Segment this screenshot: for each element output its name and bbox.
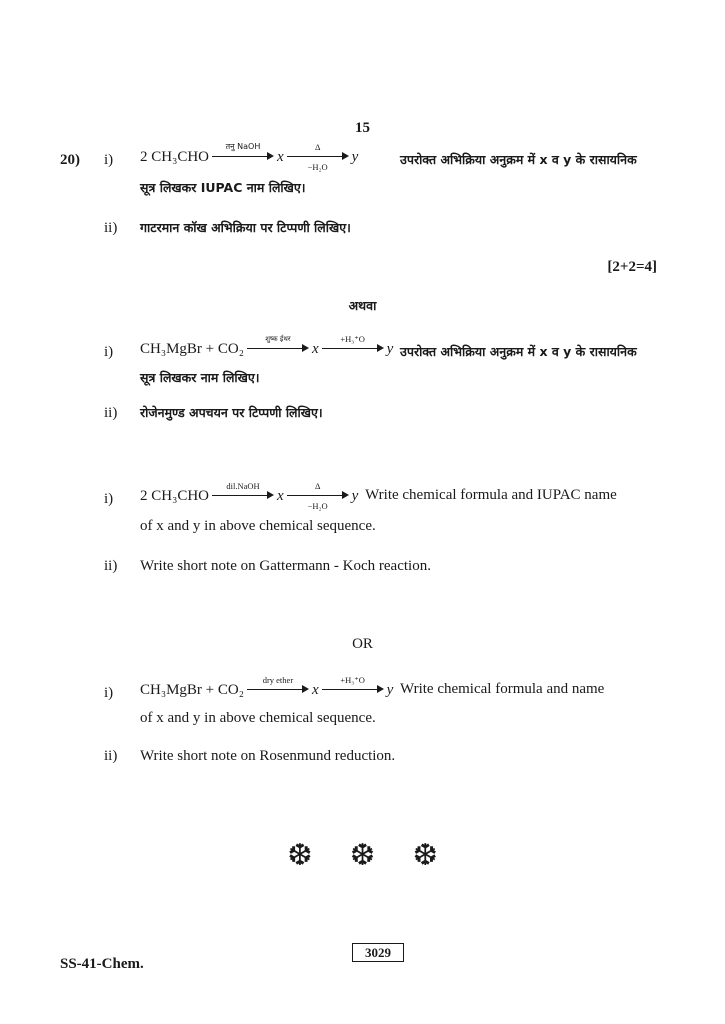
hindi-q3-reaction [140, 334, 393, 364]
end-marks [0, 838, 725, 873]
reactant: CH₃MgBr + CO₂ [140, 341, 244, 357]
product-y: y [386, 682, 394, 698]
product-y: y [351, 488, 359, 504]
arrow-condition: Δ [314, 142, 321, 152]
question-number: 20) [60, 152, 80, 168]
or-english: OR [352, 636, 373, 652]
english-q2-label: ii) [104, 558, 118, 574]
page-number: 15 [355, 120, 370, 136]
english-q4-label: ii) [104, 748, 118, 764]
product-y: y [351, 149, 359, 165]
reaction-arrow [212, 142, 274, 172]
hindi-q2-text: गाटरमान कॉख अभिक्रिया पर टिप्पणी लिखिए। [140, 220, 351, 235]
or-hindi: अथवा [348, 298, 377, 313]
product-x: x [311, 341, 319, 357]
english-q1-reaction [140, 481, 617, 511]
reaction-arrow [247, 675, 309, 705]
reaction-arrow [287, 481, 349, 511]
arrow-condition: dry ether [262, 675, 294, 685]
hindi-q1-reaction [140, 142, 358, 172]
product-x: x [311, 682, 319, 698]
arrow-condition: +H₃⁺O [340, 675, 365, 685]
hindi-q3-label: i) [104, 344, 114, 360]
product-x: x [277, 149, 284, 165]
reaction-arrow [322, 675, 384, 705]
hindi-q2-label: ii) [104, 220, 118, 236]
english-q1-text-line2: of x and y in above chemical sequence. [140, 518, 376, 534]
reactant: 2 CH₃CHO [140, 488, 209, 504]
arrow-condition: तनु NaOH [225, 142, 261, 151]
snowflake-icon: ❆ [412, 838, 438, 873]
footer-code: SS-41-Chem. [60, 956, 144, 972]
english-q3-text-line1: Write chemical formula and name [400, 681, 605, 698]
reaction-arrow [322, 334, 384, 364]
english-q4-text: Write short note on Rosenmund reduction. [140, 748, 396, 764]
english-q1-text-line1: Write chemical formula and IUPAC name [365, 487, 617, 504]
english-q1-label: i) [104, 491, 114, 507]
arrow-condition-below: −H₂O [307, 162, 328, 172]
english-q2-text: Write short note on Gattermann - Koch reaction. [140, 558, 431, 574]
arrow-condition: +H₃⁺O [340, 334, 365, 344]
snowflake-icon: ❆ [349, 838, 376, 873]
arrow-condition: Δ [314, 481, 321, 491]
arrow-condition: शुष्क ईथर [265, 335, 291, 343]
arrow-condition: dil.NaOH [226, 481, 260, 491]
arrow-condition-below: −H₂O [307, 501, 328, 511]
reactant: 2 CH₃CHO [140, 149, 209, 165]
hindi-q4-label: ii) [104, 405, 118, 421]
snowflake-icon: ❆ [287, 838, 313, 873]
hindi-q4-text: रोजेनमुण्ड अपचयन पर टिप्पणी लिखिए। [140, 405, 323, 420]
reaction-arrow [287, 142, 349, 172]
reaction-arrow [247, 334, 309, 364]
hindi-q1-label: i) [104, 152, 114, 168]
english-q3-label: i) [104, 685, 114, 701]
english-q3-reaction [140, 675, 604, 705]
hindi-q1-text-line2: सूत्र लिखकर IUPAC नाम लिखिए। [140, 180, 306, 195]
reactant: CH₃MgBr + CO₂ [140, 682, 244, 698]
english-q3-text-line2: of x and y in above chemical sequence. [140, 710, 376, 726]
footer-box-number: 3029 [352, 943, 404, 962]
marks: [2+2=4] [607, 259, 657, 275]
product-x: x [277, 488, 284, 504]
reaction-arrow [212, 481, 274, 511]
hindi-q1-text-line1: उपरोक्त अभिक्रिया अनुक्रम में x व y के रासायनिक [400, 152, 637, 167]
hindi-q3-text-line2: सूत्र लिखकर नाम लिखिए। [140, 370, 260, 385]
product-y: y [386, 341, 394, 357]
hindi-q3-text-line1: उपरोक्त अभिक्रिया अनुक्रम में x व y के रासायनिक [400, 344, 637, 359]
